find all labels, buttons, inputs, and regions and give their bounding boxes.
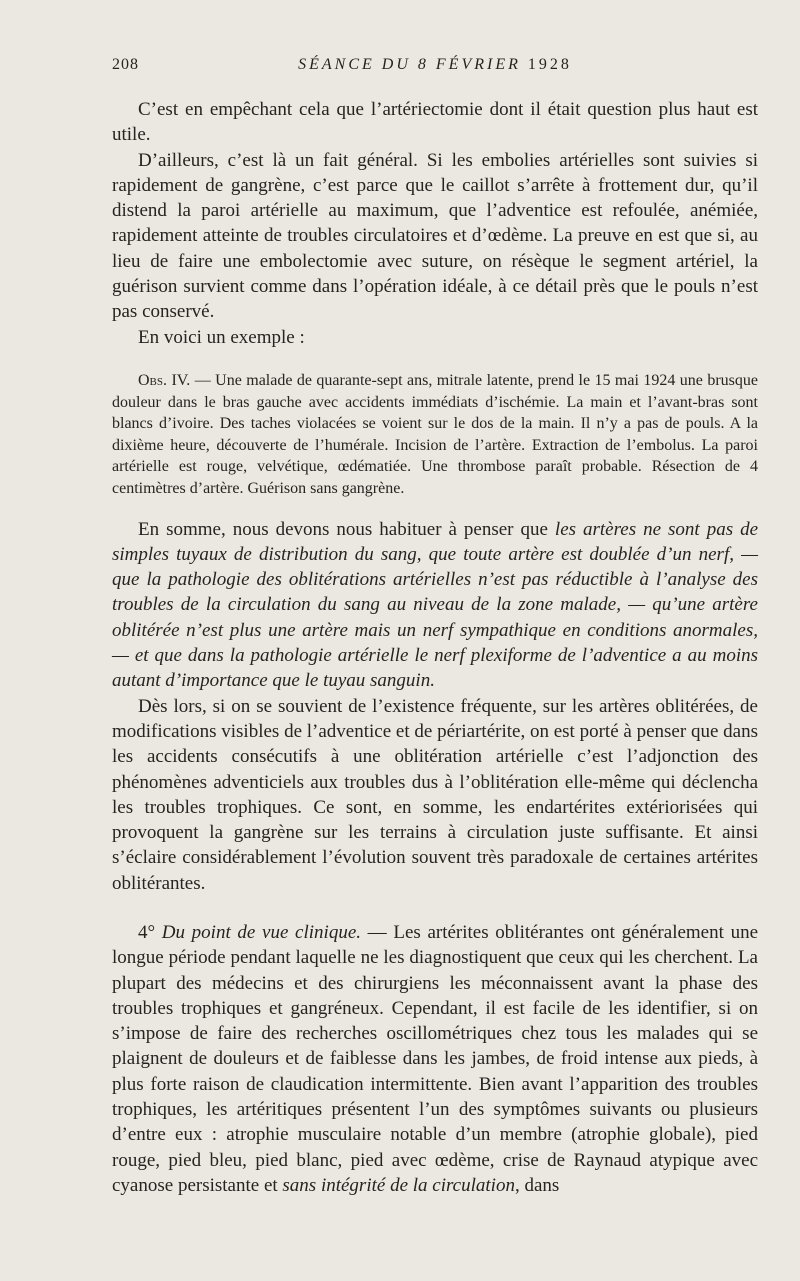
observation-block <box>112 370 758 500</box>
paragraph-6-end: , dans <box>514 1174 560 1196</box>
paragraph-4-intro: En somme, nous devons nous habituer à penser que <box>138 518 555 540</box>
observation-text: — Une malade de quarante-sept ans, mitrale latente, prend le 15 mai 1924 une brusque douleur dans le bras gauche avec accidents immédiats d’ischémie. La main et l’avant-bras sont blancs d’ivoire. Des taches violacées se voient sur le dos de la main. Il n’y a pas de pouls. A la dixième heure, découverte de l’humérale. Incision de l’artère. Extraction de l’embolus. La paroi artérielle est rouge, velvétique, œdématiée. Une thrombose paraît probable. Résection de 4 centimètres d’artère. Guérison sans gangrène. <box>112 371 758 497</box>
paragraph-4 <box>112 517 758 694</box>
paragraph-1: C’est en empêchant cela que l’artériectomie dont il était question plus haut est utile. <box>112 99 758 146</box>
running-title-year: 1928 <box>527 56 572 73</box>
paragraph-2: D’ailleurs, c’est là un fait général. Si les embolies artérielles sont suivies si rapidement de gangrène, c’est parce que le caillot s’arrête à frottement dur, qu’il distend la paroi artérielle au maximum, que l’adventice est refoulée, anémiée, rapidement atteinte de troubles circulatoires et d’œdème. La preuve en est que si, au lieu de faire une embolectomie avec suture, on résèque le segment artériel, la guérison survient comme dans l’opération idéale, à ce détail près que le pouls n’est pas conservé. <box>112 149 758 323</box>
paragraph-6-italic: sans intégrité de la circulation <box>282 1174 515 1196</box>
paragraph-6-text: — Les artérites oblitérantes ont généralement une longue période pendant laquelle ne les diagnostiquent que ceux qui les cherchent. La plupart des médecins et des chirurgiens les méconnaissent avant la phase des troubles trophiques et gangréneux. Cependant, il est facile de les identifier, si on s’impose de faire des recherches oscillométriques chez tous les malades qui se plaignent de douleurs et de faiblesse dans les jambes, de froid intense aux pieds, à plus forte raison de claudication intermittente. Bien avant l’apparition des troubles trophiques, les artéritiques présentent l’un des symptômes suivants ou plusieurs d’entre eux : atrophie musculaire notable d’un membre (atrophie globale), pied rouge, pied bleu, pied blanc, pied avec œdème, crise de Raynaud atypique avec cyanose persistante et <box>112 921 758 1196</box>
paragraph-4-italic: les artères ne sont pas de simples tuyaux de distribution du sang, que toute artère est doublée d’un nerf, — que la pathologie des oblitérations artérielles n’est pas réductible à l’analyse des troubles de la circulation du sang au niveau de la zone malade, — qu’une artère oblitérée n’est plus une artère mais un nerf sympathique en conditions anormales, — et que dans la pathologie artérielle le nerf plexiforme de l’adventice a au moins autant d’importance que le tuyau sanguin. <box>112 518 758 692</box>
paragraph-5: Dès lors, si on se souvient de l’existence fréquente, sur les artères oblitérées, de modifications visibles de l’adventice et de périartérite, on est porté à penser que dans les accidents consécutifs à une oblitération artérielle c’est l’adjonction des phénomènes adventiciels aux troubles dus à l’oblitération elle-même qui déclencha les troubles trophiques. Ce sont, en somme, les endartérites extériorisées qui provoquent la gangrène sur les terrains à circulation juste suffisante. Et ainsi s’éclaire considérablement l’évolution souvent très paradoxale de certaines artérites oblitérantes. <box>112 695 758 894</box>
paragraph-6 <box>112 920 758 1198</box>
running-title-text: SÉANCE DU 8 FÉVRIER <box>298 56 521 73</box>
page-header <box>112 56 758 80</box>
page-number: 208 <box>112 56 139 73</box>
observation-label: Obs. IV. <box>138 371 191 389</box>
section-number: 4° <box>138 921 156 943</box>
paragraph-3: En voici un exemple : <box>138 326 305 348</box>
section-heading: Du point de vue clinique. <box>155 921 361 943</box>
running-title <box>112 56 758 74</box>
page-body <box>112 97 758 1198</box>
